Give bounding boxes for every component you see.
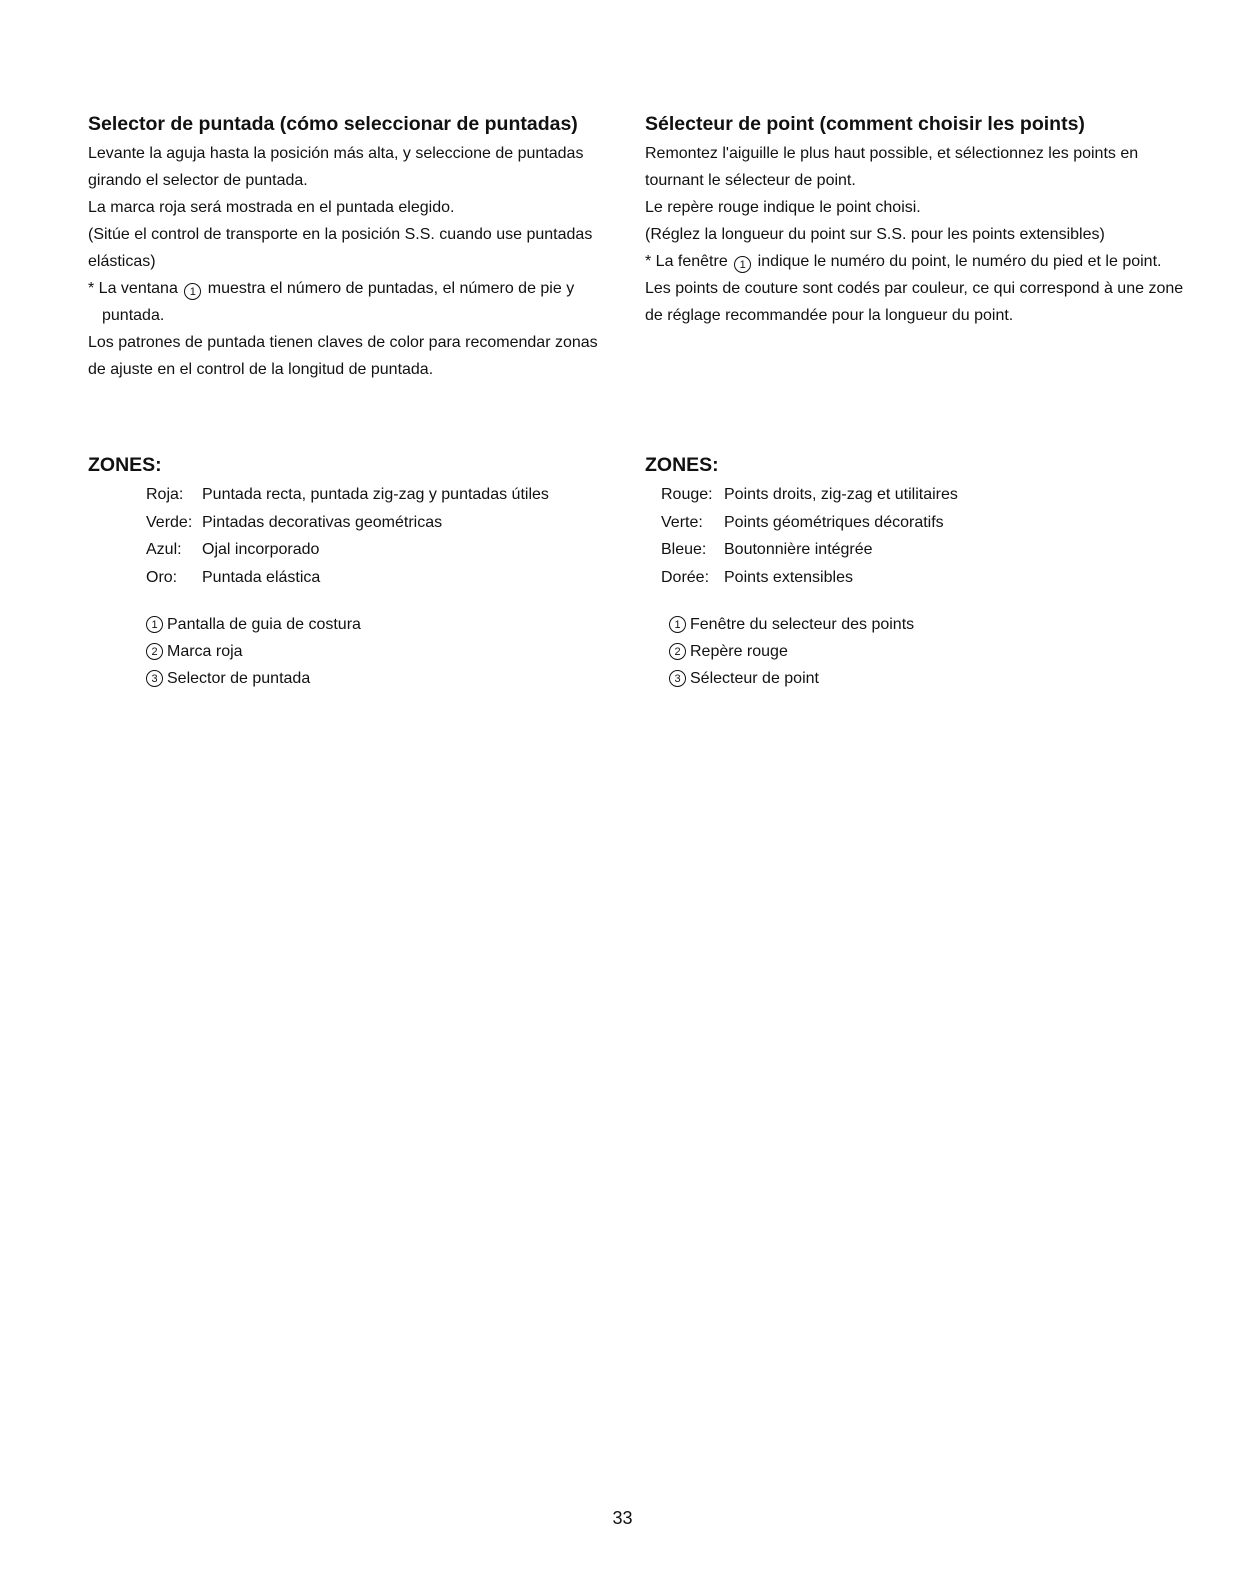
zone-row: [88, 509, 628, 537]
callout-number-1-icon: 1: [734, 256, 751, 273]
callout-number-3-icon: 3: [669, 670, 686, 687]
legend-item: [669, 665, 1185, 692]
french-zones: [645, 452, 1185, 692]
french-zones-title: ZONES:: [645, 454, 719, 476]
french-heading: Sélecteur de point (comment choisir les points): [645, 113, 1085, 135]
zone-value: Ojal incorporado: [202, 541, 320, 558]
spanish-legend: [88, 611, 628, 692]
spanish-zones: [88, 452, 628, 692]
zone-key: Rouge:: [661, 486, 713, 503]
legend-label: Fenêtre du selecteur des points: [690, 616, 915, 633]
french-bullet-text-after: indique le numéro du point, le numéro du pied et le point.: [757, 253, 1162, 270]
french-paragraph-2: Le repère rouge indique le point choisi.: [645, 199, 921, 216]
zone-value: Pintadas decorativas geométricas: [202, 513, 443, 531]
zone-key: Oro:: [146, 568, 178, 586]
legend-label: Marca roja: [167, 643, 243, 660]
callout-number-2-icon: 2: [669, 643, 686, 660]
zone-row: [645, 481, 1185, 509]
callout-number-1-icon: 1: [184, 283, 201, 300]
callout-number-1-icon: 1: [146, 616, 163, 633]
zone-row: [88, 536, 628, 564]
legend-label: Sélecteur de point: [690, 670, 819, 687]
zone-key: Roja:: [146, 486, 184, 503]
zone-value: Boutonnière intégrée: [724, 541, 873, 558]
spanish-paragraph-4: Los patrones de puntada tienen claves de color para recomendar zonas de ajuste en el control de la longitud de puntada.: [88, 334, 598, 378]
french-bullet-note: * La fenêtre 1 indique le numéro du point, le numéro du pied et le point.: [645, 253, 1162, 271]
zone-key: Azul:: [146, 541, 182, 558]
zone-row: [645, 564, 1185, 592]
zone-row: [88, 481, 628, 509]
french-paragraph-1: Remontez l'aiguille le plus haut possible, et sélectionnez les points en tournant le sélecteur de point.: [645, 145, 1139, 189]
callout-number-3-icon: 3: [146, 670, 163, 687]
legend-item: [146, 665, 628, 692]
zone-value: Points géométriques décoratifs: [724, 513, 944, 531]
french-paragraph-4: Les points de couture sont codés par couleur, ce qui correspond à une zone de réglage recommandée pour la longueur du point.: [645, 280, 1184, 324]
spanish-zones-title: ZONES:: [88, 454, 162, 476]
zone-key: Dorée:: [661, 568, 710, 586]
french-section: [645, 110, 1185, 329]
zone-key: Bleue:: [661, 541, 707, 558]
zone-row: [645, 536, 1185, 564]
spanish-paragraph-2: La marca roja será mostrada en el puntada elegido.: [88, 199, 455, 216]
spanish-paragraph-3: (Sitúe el control de transporte en la posición S.S. cuando use puntadas elásticas): [88, 226, 593, 270]
legend-item: [669, 611, 1185, 638]
callout-number-2-icon: 2: [146, 643, 163, 660]
legend-label: Selector de puntada: [167, 670, 311, 687]
french-paragraph-3: (Réglez la longueur du point sur S.S. pour les points extensibles): [645, 226, 1105, 243]
legend-label: Repère rouge: [690, 643, 788, 660]
spanish-heading: Selector de puntada (cómo seleccionar de puntadas): [88, 113, 578, 135]
zone-value: Puntada elástica: [202, 568, 321, 586]
spanish-bullet-text-after: muestra el número de puntadas, el número de pie y puntada.: [102, 280, 575, 324]
zone-value: Points extensibles: [724, 568, 853, 586]
zone-value: Points droits, zig-zag et utilitaires: [724, 486, 958, 503]
callout-number-1-icon: 1: [669, 616, 686, 633]
legend-item: [146, 638, 628, 665]
spanish-bullet-note: * La ventana 1 muestra el número de puntadas, el número de pie y puntada.: [88, 280, 575, 324]
zone-row: [88, 564, 628, 592]
french-bullet-text-before: La fenêtre: [655, 253, 728, 270]
zone-key: Verde:: [146, 513, 193, 531]
legend-label: Pantalla de guia de costura: [167, 616, 361, 633]
legend-item: [669, 638, 1185, 665]
zone-key: Verte:: [661, 513, 703, 531]
zone-row: [645, 509, 1185, 537]
spanish-bullet-text-before: La ventana: [98, 280, 178, 297]
zone-value: Puntada recta, puntada zig-zag y puntadas útiles: [202, 486, 549, 503]
spanish-section: [88, 110, 618, 383]
page-number: 33: [612, 1508, 633, 1528]
french-legend: [645, 611, 1185, 692]
spanish-paragraph-1: Levante la aguja hasta la posición más alta, y seleccione de puntadas girando el selector de puntada.: [88, 145, 584, 189]
legend-item: [146, 611, 628, 638]
